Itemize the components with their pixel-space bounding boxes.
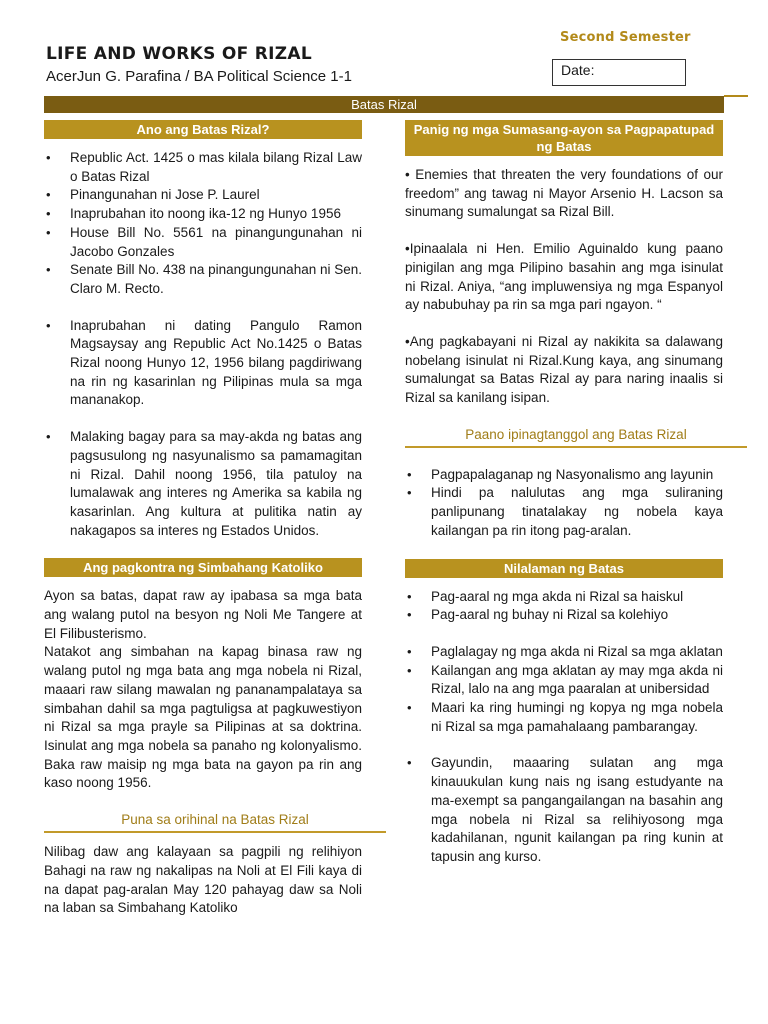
section-banner: Batas Rizal <box>44 96 724 113</box>
list-item: • Paglalagay ng mga akda ni Rizal sa mga aklatan <box>405 643 723 662</box>
batas-rizal-list-3 <box>44 428 362 540</box>
banner-divider <box>724 95 748 97</box>
paragraph: •Ang pagkabayani ni Rizal ay nakikita sa dalawang nobelang isinulat ni Rizal.Kung kaya, ang sinumang sumalungat sa Batas Rizal ay para naring inaalis si Rizal sa kanilang isipan. <box>405 333 723 406</box>
list-item: • Republic Act. 1425 o mas kilala bilang Rizal Law o Batas Rizal <box>44 149 362 186</box>
list-item: • House Bill No. 5561 na pinangungunahan ni Jacobo Gonzales <box>44 224 362 261</box>
list-item: • Inaprubahan ito noong ika-12 ng Hunyo 1956 <box>44 205 362 224</box>
heading-ano-ang-batas-rizal: Ano ang Batas Rizal? <box>44 120 362 139</box>
list-item: • Senate Bill No. 438 na pinangungunahan ni Sen. Claro M. Recto. <box>44 261 362 298</box>
list-item: • Gayundin, maaaring sulatan ang mga kinauukulan kung nais ng isang estudyante na ma-exempt sa pangangailangan na basahin ang mga nobela ni Rizal sa relihiyosong mga kadahilanan, ngunit kailangan pa ring kunin at tapusin ang kurso. <box>405 754 723 866</box>
list-item: • Pagpapalaganap ng Nasyonalismo ang layunin <box>405 466 723 485</box>
list-item: • Pag-aaral ng buhay ni Rizal sa kolehiyo <box>405 606 723 625</box>
heading-pagkontra-simbahan: Ang pagkontra ng Simbahang Katoliko <box>44 558 362 577</box>
heading-puna-orihinal: Puna sa orihinal na Batas Rizal <box>44 811 386 833</box>
list-item: • Kailangan ang mga aklatan ay may mga akda ni Rizal, lalo na ang mga paaralan at unibersidad <box>405 662 723 699</box>
list-item: • Maari ka ring humingi ng kopya ng mga nobela ni Rizal sa mga pamahalaang pambarangay. <box>405 699 723 736</box>
list-item: • Malaking bagay para sa may-akda ng batas ang pagsusulong ng nasyunalismo sa pamamagitan ni Rizal. Dahil noong 1956, tila patuloy na lumalawak ang interes ng Amerika sa kabila ng kasarinlan. Ang kultura at pulitika natin ay nakagapos sa interes ng Estados Unidos. <box>44 428 362 540</box>
paragraph: •Ipinaalala ni Hen. Emilio Aguinaldo kung paano pinigilan ang mga Pilipino basahin ang mga isinulat ni Rizal. Aniya, “ang impluwensiya ng mga Espanyol ay nabubuhay pa rin sa mga pari ngayon. “ <box>405 241 723 313</box>
batas-rizal-list <box>44 149 362 299</box>
date-label: Date: <box>561 62 595 78</box>
content-list-c <box>405 754 723 866</box>
list-item: • Pinangunahan ni Jose P. Laurel <box>44 186 362 205</box>
content-list-a <box>405 588 723 625</box>
date-field <box>552 59 686 86</box>
list-item: • Hindi pa nalulutas ang mga suliraning panlipunang tinatalakay ng nobela kaya kailangan pa rin itong pag-aralan. <box>405 484 723 540</box>
right-column <box>405 120 723 867</box>
paragraph: Natakot ang simbahan na kapag binasa raw ng walang putol ng mga bata ang mga nobela ni Rizal, maaari raw silang mawalan ng pananampalataya sa simbahan dahil sa mga pagtuligsa at pagkuwestiyon ni Rizal sa mga prayle sa Pilipinas at sa doktrina. Isinulat ang mga nobela sa panaho ng kolonyalismo. Baka raw maisip ng mga bata na gayon pa rin ang kaso noong 1956. <box>44 644 362 791</box>
author-line: AcerJun G. Parafina / BA Political Science 1-1 <box>46 68 352 85</box>
list-item: • Pag-aaral ng mga akda ni Rizal sa haiskul <box>405 588 723 607</box>
paragraph: • Enemies that threaten the very foundations of our freedom” ang tawag ni Mayor Arsenio H. Lacson sa sinumang sumalungat sa Rizal Bill. <box>405 167 723 220</box>
defense-list <box>405 466 723 541</box>
heading-panig-sumasang-ayon: Panig ng mga Sumasang-ayon sa Pagpapatupad ng Batas <box>405 120 723 156</box>
document-title: LIFE AND WORKS OF RIZAL <box>46 44 312 64</box>
batas-rizal-list-2 <box>44 317 362 411</box>
paragraph: Nilibag daw ang kalayaan sa pagpili ng relihiyon Bahagi na raw ng nakalipas na Noli at El Fili kaya di na dapat pag-aralan May 120 pahayag daw sa Noli na laban sa Simbahang Katoliko <box>44 844 362 916</box>
content-list-b <box>405 643 723 737</box>
semester-label: Second Semester <box>560 30 691 45</box>
list-item: • Inaprubahan ni dating Pangulo Ramon Magsaysay ang Republic Act No.1425 o Batas Rizal noong Hunyo 12, 1956 bilang pagdiriwang na rin ng kasarinlan ng Pilipinas mula sa mga mananakop. <box>44 317 362 411</box>
paragraph: Ayon sa batas, dapat raw ay ipabasa sa mga bata ang walang putol na besyon ng Noli Me Tangere at El Filibusterismo. <box>44 588 362 641</box>
heading-paano-ipinagtanggol: Paano ipinagtanggol ang Batas Rizal <box>405 426 747 448</box>
heading-nilalaman-ng-batas: Nilalaman ng Batas <box>405 559 723 578</box>
left-column <box>44 120 362 918</box>
